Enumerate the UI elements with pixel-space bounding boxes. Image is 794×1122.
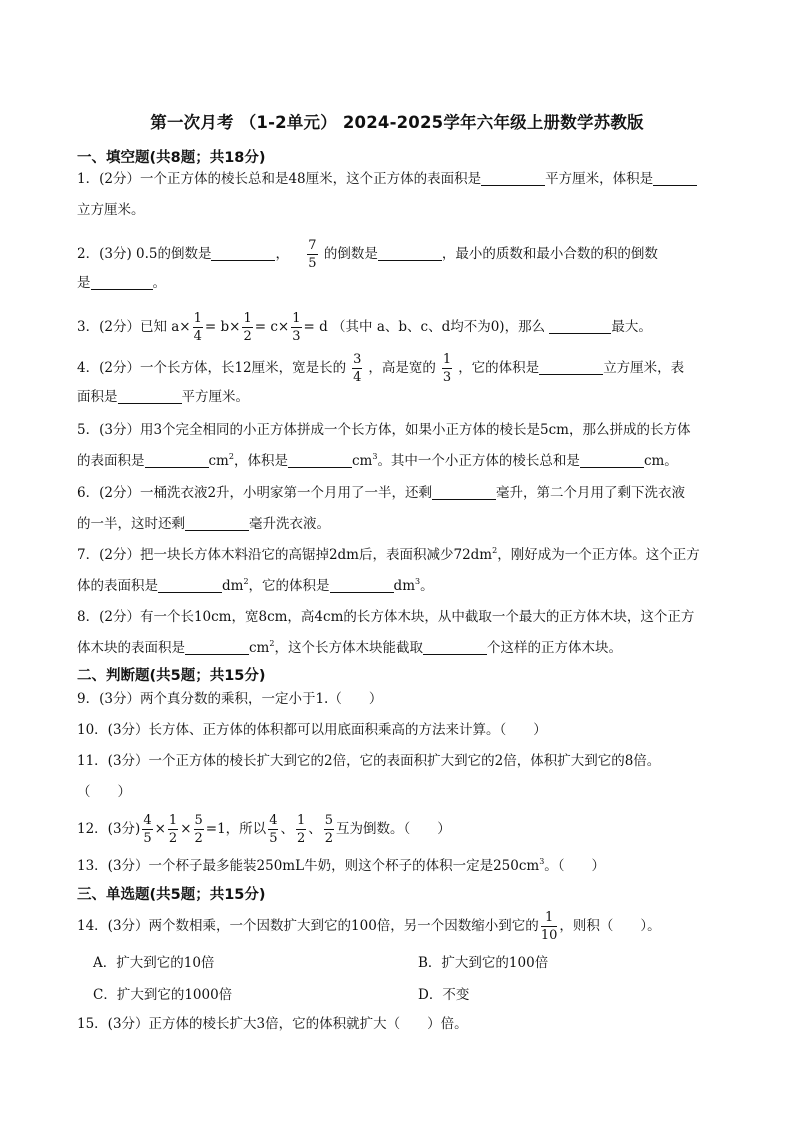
fraction-numerator: 5 [324,813,334,828]
question-4 [77,352,684,385]
answer-blank[interactable] [185,516,249,531]
option-a[interactable]: A．扩大到它的10倍 [93,955,215,971]
fraction-5-2 [324,813,334,846]
fraction-numerator: 3 [353,352,362,367]
question-6-text: 的一半，这时还剩 [77,516,185,532]
superscript: 2 [269,639,275,648]
fraction-1-3 [291,311,301,344]
fraction-denominator: 4 [353,370,362,385]
question-13 [77,857,605,875]
question-4-text: ，高是宽的 [368,360,436,376]
question-4-text: 平方厘米。 [181,389,249,405]
question-3-text: = b× [204,319,241,335]
fraction-numerator: 1 [292,311,301,326]
fraction-denominator: 3 [292,329,301,344]
option-c[interactable]: C．扩大到它的1000倍 [93,987,233,1003]
answer-blank[interactable] [185,640,249,655]
question-2-text: 的倒数是 [323,246,378,262]
fraction-1-4 [193,311,203,344]
question-10: 10．(3分）长方体、正方体的体积都可以用底面积乘高的方法来计算。（ ） [77,722,547,738]
answer-blank[interactable] [580,453,644,468]
question-5-text: cm [351,453,373,469]
fraction-3-4 [352,352,362,385]
question-6-text: 6．(2分）一桶洗衣液2升，小明家第一个月用了一半，还剩 [77,485,433,501]
fraction-denominator: 5 [143,831,152,846]
question-14-text: ，则积（ ）。 [559,918,661,934]
answer-blank[interactable] [145,453,209,468]
question-7-cont [77,577,434,595]
fraction-denominator: 3 [442,370,452,385]
question-7-text: dm [222,578,244,594]
fraction-1-2 [168,813,178,846]
option-b[interactable]: B．扩大到它的100倍 [418,955,549,971]
fraction-1-3 [442,352,452,385]
question-5-text: 。其中一个小正方体的棱长总和是 [377,453,580,469]
superscript: 2 [243,577,249,586]
question-3 [77,311,652,344]
question-2-text: 2．(3分) 0.5的倒数是 [77,246,212,262]
answer-blank[interactable] [288,453,352,468]
question-11: 11．(3分）一个正方体的棱长扩大到它的2倍，它的表面积扩大到它的2倍，体积扩大到它的8倍。 [77,753,661,769]
question-9: 9．(3分）两个真分数的乘积，一定小于1.（ ） [77,691,383,707]
question-3-text: 3．(2分）已知 a× [77,319,191,335]
answer-blank[interactable] [481,171,545,186]
fraction-denominator: 5 [269,831,278,846]
answer-blank[interactable] [158,578,222,593]
question-8-text: 8．(2分）有一个长10cm，宽8cm，高4cm的长方体木块，从中截取一个最大的正方体木块，这个正方 [77,609,695,625]
superscript: 2 [492,546,498,555]
fraction-denominator: 5 [308,256,317,271]
separator: 、 [308,821,322,837]
question-4-text: ，它的体积是 [458,360,540,376]
page-title: 第一次月考 （1-2单元） 2024-2025学年六年级上册数学苏教版 [150,113,644,132]
question-2-text: 是 [77,275,91,291]
question-1-text: 平方厘米，体积是 [545,171,654,187]
fraction-numerator: 1 [296,813,306,828]
fraction-numerator: 1 [442,352,452,367]
answer-blank[interactable] [91,275,153,290]
fraction-denominator: 2 [168,831,178,846]
question-5 [77,421,690,439]
question-12-text: 12．(3分) [77,821,141,837]
question-5-text: 的表面积是 [77,453,145,469]
section-heading-single-choice: 三、单选题(共5题；共15分) [77,887,266,903]
question-11-cont: （ ） [77,784,131,800]
question-3-text: = d （其中 a、b、c、d均不为0)，那么 [303,319,546,335]
fraction-numerator: 5 [194,813,203,828]
answer-blank[interactable] [653,171,697,186]
fraction-numerator: 4 [269,813,278,828]
question-8-text: cm [249,640,270,656]
section-heading-true-false: 二、判断题(共5题；共15分) [77,668,266,684]
question-3-text: 最大。 [611,319,652,335]
answer-blank[interactable] [432,485,496,500]
question-7 [77,546,700,564]
question-8-cont [77,639,622,657]
question-2-text: 。 [152,275,166,291]
question-3-text: = c× [254,319,290,335]
fraction-5-2 [194,813,204,846]
question-7-text: 体的表面积是 [77,578,158,594]
question-15: 15．(3分）正方体的棱长扩大3倍，它的体积就扩大（ ）倍。 [77,1016,468,1032]
separator: 、 [280,821,294,837]
question-7-text: 7．(2分）把一块长方体木料沿它的高锯掉2dm后，表面积减少72dm [77,547,493,563]
question-12-text: 互为倒数。（ ） [336,821,451,837]
question-5-text: cm。 [643,453,678,469]
times-sign: × [154,821,166,837]
fraction-1-2 [296,813,306,846]
fraction-denominator: 2 [243,329,252,344]
question-5-text: ，体积是 [233,453,288,469]
fraction-numerator: 1 [541,910,558,927]
fraction-denominator: 2 [194,831,203,846]
times-sign: × [180,821,192,837]
fraction-numerator: 1 [243,311,252,326]
answer-blank[interactable] [549,319,611,334]
fraction-denominator: 10 [540,928,558,943]
question-2-cont [77,274,166,292]
answer-blank[interactable] [118,389,182,404]
answer-blank[interactable] [211,246,275,261]
question-6-text: 毫升，第二个月用了剩下洗衣液 [496,485,686,501]
question-7-text: dm [393,578,415,594]
question-4-cont [77,388,249,406]
question-7-text: ，刚好成为一个正方体。这个正方 [497,547,700,563]
question-8-text: 个这样的正方体木块。 [486,640,622,656]
question-1-text: 1．(2分）一个正方体的棱长总和是48厘米，这个正方体的表面积是 [77,171,482,187]
question-4-text: 4．(2分）一个长方体，长12厘米，宽是长的 [77,360,347,376]
fraction-denominator: 4 [193,329,202,344]
question-6-cont [77,515,330,533]
fraction-numerator: 7 [308,238,317,253]
superscript: 2 [228,452,234,461]
question-5-cont [77,452,678,470]
question-6 [77,484,685,502]
question-4-text: 面积是 [77,389,118,405]
fraction-1-2 [242,311,252,344]
fraction-4-5 [142,813,152,846]
question-1-cont [77,201,145,219]
fraction-numerator: 1 [193,311,202,326]
question-2-text: ， [275,246,289,262]
question-1-text: 立方厘米。 [77,202,145,218]
question-12-text: =1，所以 [205,821,267,837]
option-d[interactable]: D．不变 [418,987,470,1003]
question-8-text: 体木块的表面积是 [77,640,185,656]
question-1 [77,170,697,188]
fraction-7-5 [307,238,317,271]
fraction-numerator: 1 [168,813,178,828]
question-14-text: 14．(3分）两个数相乘，一个因数扩大到它的100倍，另一个因数缩小到它的 [77,918,539,934]
superscript: 3 [372,452,378,461]
question-7-text: 。 [420,578,434,594]
fraction-denominator: 2 [296,831,306,846]
answer-blank[interactable] [330,578,394,593]
answer-blank[interactable] [423,640,487,655]
question-12 [77,813,451,846]
answer-blank[interactable] [378,246,442,261]
fraction-denominator: 2 [324,831,334,846]
question-13-text: 13．(3分）一个杯子最多能装250mL牛奶，则这个杯子的体积一定是250cm [77,858,540,874]
question-14 [77,910,661,943]
question-8-text: ，这个长方体木块能截取 [274,640,423,656]
question-2 [77,238,658,271]
answer-blank[interactable] [539,360,603,375]
fraction-1-10 [541,910,558,943]
fraction-4-5 [268,813,278,846]
fraction-numerator: 4 [143,813,152,828]
question-8 [77,608,694,626]
question-5-text: 5．(3分）用3个完全相同的小正方体拼成一个长方体，如果小正方体的棱长是5cm，那么拼成的长方体 [77,422,691,438]
question-6-text: 毫升洗衣液。 [249,516,330,532]
question-7-text: ，它的体积是 [248,578,330,594]
superscript: 3 [539,857,545,866]
question-13-text: 。（ ） [544,858,606,874]
section-heading-fill-blank: 一、填空题(共8题；共18分) [77,150,266,166]
question-4-text: 立方厘米，表 [603,360,685,376]
question-2-text: ，最小的质数和最小合数的积的倒数 [441,246,658,262]
question-5-text: cm [208,453,229,469]
superscript: 3 [415,577,421,586]
